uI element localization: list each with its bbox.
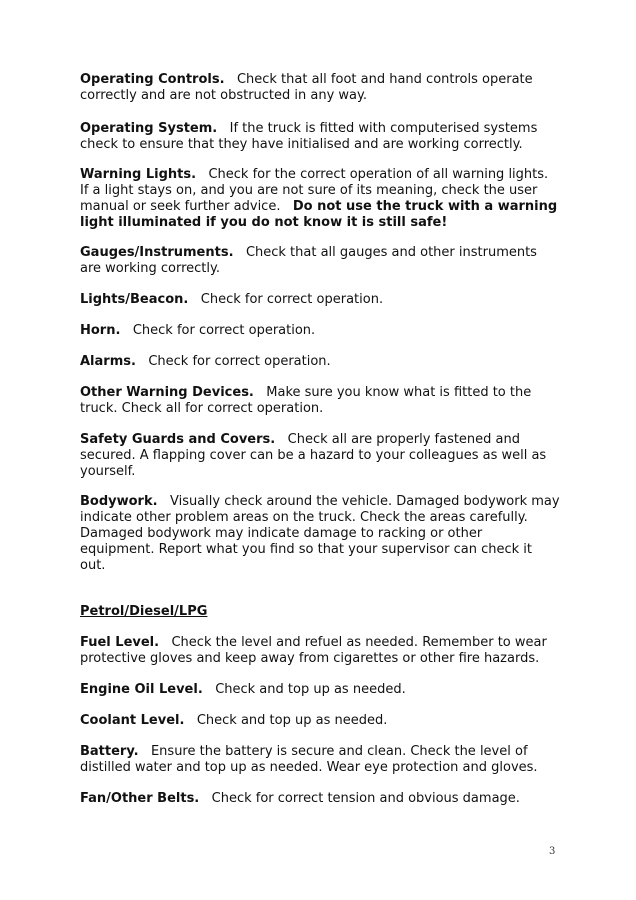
item-text: If the truck is fitted with computerised systems check to ensure that they have initialised and are working correctly. [80, 121, 538, 152]
item-fuel-level [80, 635, 560, 667]
item-text: Check all are properly fastened and secured. A flapping cover can be a hazard to your colleagues as well as yourself. [80, 432, 547, 479]
item-alarms [80, 354, 560, 370]
item-term: Battery. [80, 744, 139, 759]
item-coolant-level [80, 713, 560, 729]
item-text: Check and top up as needed. [215, 682, 406, 697]
item-gauges-instruments [80, 245, 560, 277]
item-term: Safety Guards and Covers. [80, 432, 276, 447]
item-warning-lights [80, 167, 560, 231]
item-term: Coolant Level. [80, 713, 185, 728]
item-text: Check the level and refuel as needed. Remember to wear protective gloves and keep away from cigarettes or other fire hazards. [80, 635, 547, 666]
item-text: Check that all foot and hand controls operate correctly and are not obstructed in any way. [80, 72, 533, 103]
item-horn [80, 323, 560, 339]
item-text: Check for correct tension and obvious damage. [211, 791, 520, 806]
item-term: Horn. [80, 323, 121, 338]
item-operating-controls [80, 72, 560, 104]
item-term: Engine Oil Level. [80, 682, 203, 697]
item-term: Gauges/Instruments. [80, 245, 234, 260]
item-text: Check that all gauges and other instruments are working correctly. [80, 245, 537, 276]
item-fan-belts [80, 791, 560, 807]
item-term: Operating System. [80, 121, 218, 136]
item-text: Check for correct operation. [200, 292, 384, 307]
item-text: Check for the correct operation of all warning lights. If a light stays on, and you are not sure of its meaning, check the user manual or seek further advice. [80, 167, 549, 214]
item-engine-oil-level [80, 682, 560, 698]
item-term: Alarms. [80, 354, 136, 369]
item-text: Make sure you know what is fitted to the truck. Check all for correct operation. [80, 385, 532, 416]
item-text: Check and top up as needed. [196, 713, 388, 728]
item-text: Check for correct operation. [132, 323, 316, 338]
item-bodywork [80, 494, 560, 574]
item-text: Check for correct operation. [148, 354, 331, 369]
item-lights-beacon [80, 292, 560, 308]
section-heading: Petrol/Diesel/LPG [80, 604, 208, 619]
item-term: Bodywork. [80, 494, 158, 509]
item-term: Fuel Level. [80, 635, 160, 650]
item-text: Ensure the battery is secure and clean. Check the level of distilled water and top up as needed. Wear eye protection and gloves. [80, 744, 538, 775]
item-term: Lights/Beacon. [80, 292, 189, 307]
item-operating-system [80, 121, 560, 153]
item-text: Visually check around the vehicle. Damaged bodywork may indicate other problem areas on the truck. Check the areas carefully. Damaged bodywork may indicate damage to racking or other equipment. Report what you find so that your supervisor can check it out. [80, 494, 560, 573]
item-term: Warning Lights. [80, 167, 197, 182]
item-battery [80, 744, 560, 776]
item-term: Fan/Other Belts. [80, 791, 200, 806]
item-term: Other Warning Devices. [80, 385, 254, 400]
item-safety-guards [80, 432, 560, 480]
item-term: Operating Controls. [80, 72, 225, 87]
warning-text: Do not use the truck with a warning light illuminated if you do not know it is still safe! [80, 199, 558, 230]
page-number: 3 [549, 846, 556, 857]
item-other-warning-devices [80, 385, 560, 417]
